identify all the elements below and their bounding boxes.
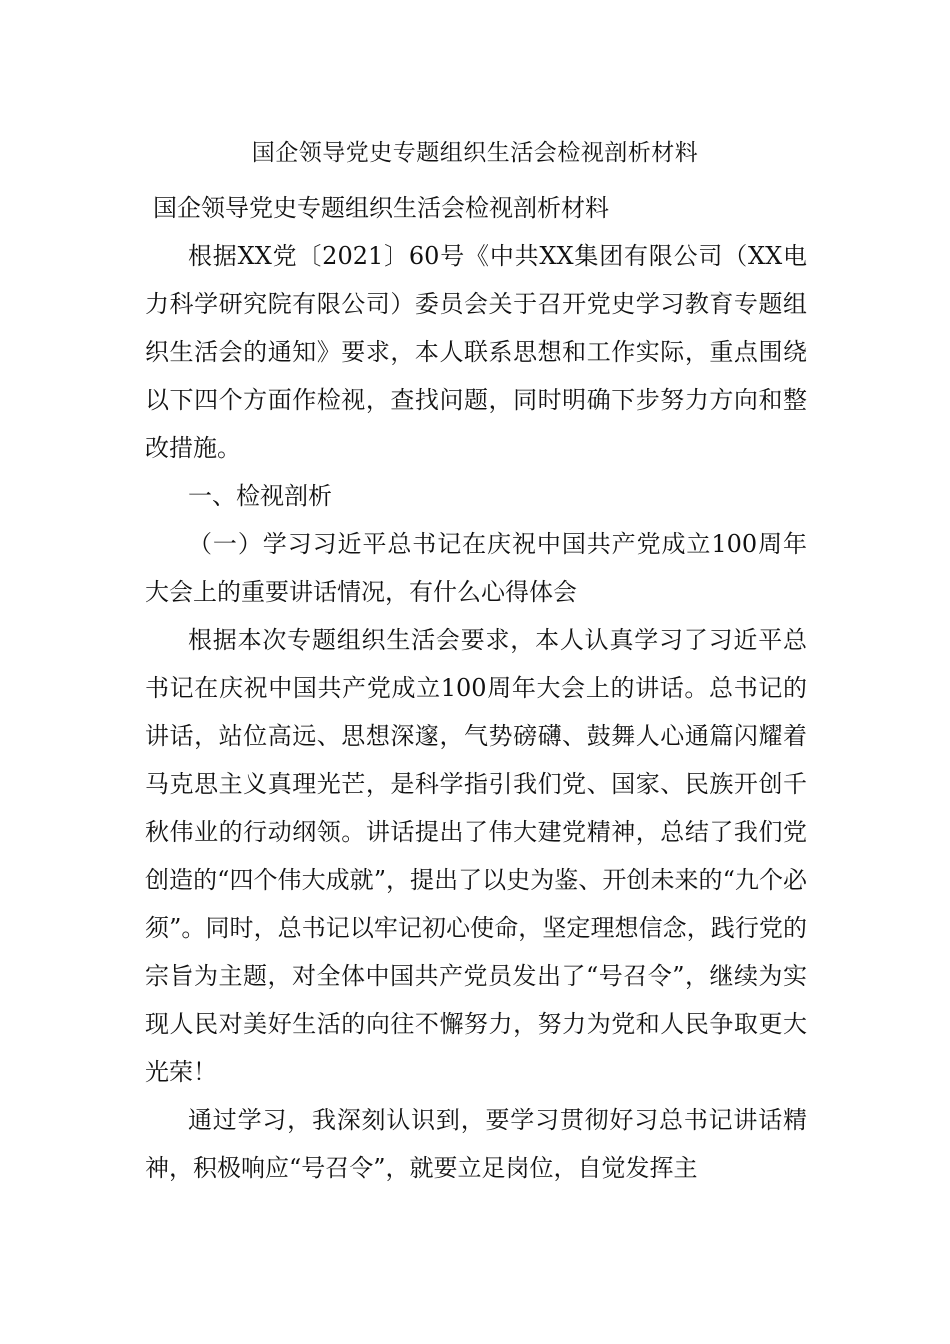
document-title: 国企领导党史专题组织生活会检视剖析材料 [251,140,699,166]
section-heading: 一、检视剖析 [188,482,332,510]
document-body [145,184,807,1192]
intro-paragraph: 根据XX党〔2021〕60号《中共XX集团有限公司（XX电力科学研究院有限公司）委员会关于召开党史学习教育专题组织生活会的通知》要求，本人联系思想和工作实际，重点围绕以下四个方面作检视，查找问题，同时明确下步努力方向和整改措施。 [145,242,807,462]
subsection-heading: （一）学习习近平总书记在庆祝中国共产党成立100周年大会上的重要讲话情况，有什么心得体会 [145,530,807,606]
body-paragraph: 通过学习，我深刻认识到，要学习贯彻好习总书记讲话精神，积极响应“号召令”，就要立足岗位，自觉发挥主 [145,1106,807,1182]
body-paragraph: 根据本次专题组织生活会要求，本人认真学习了习近平总书记在庆祝中国共产党成立100周年大会上的讲话。总书记的讲话，站位高远、思想深邃，气势磅礴、鼓舞人心通篇闪耀着马克思主义真理光芒，是科学指引我们党、国家、民族开创千秋伟业的行动纲领。讲话提出了伟大建党精神，总结了我们党创造的“四个伟大成就”，提出了以史为鉴、开创未来的“九个必须”。同时，总书记以牢记初心使命，坚定理想信念，践行党的宗旨为主题，对全体中国共产党员发出了“号召令”，继续为实现人民对美好生活的向往不懈努力，努力为党和人民争取更大光荣！ [145,626,807,1086]
document-subtitle: 国企领导党史专题组织生活会检视剖析材料 [153,194,609,222]
